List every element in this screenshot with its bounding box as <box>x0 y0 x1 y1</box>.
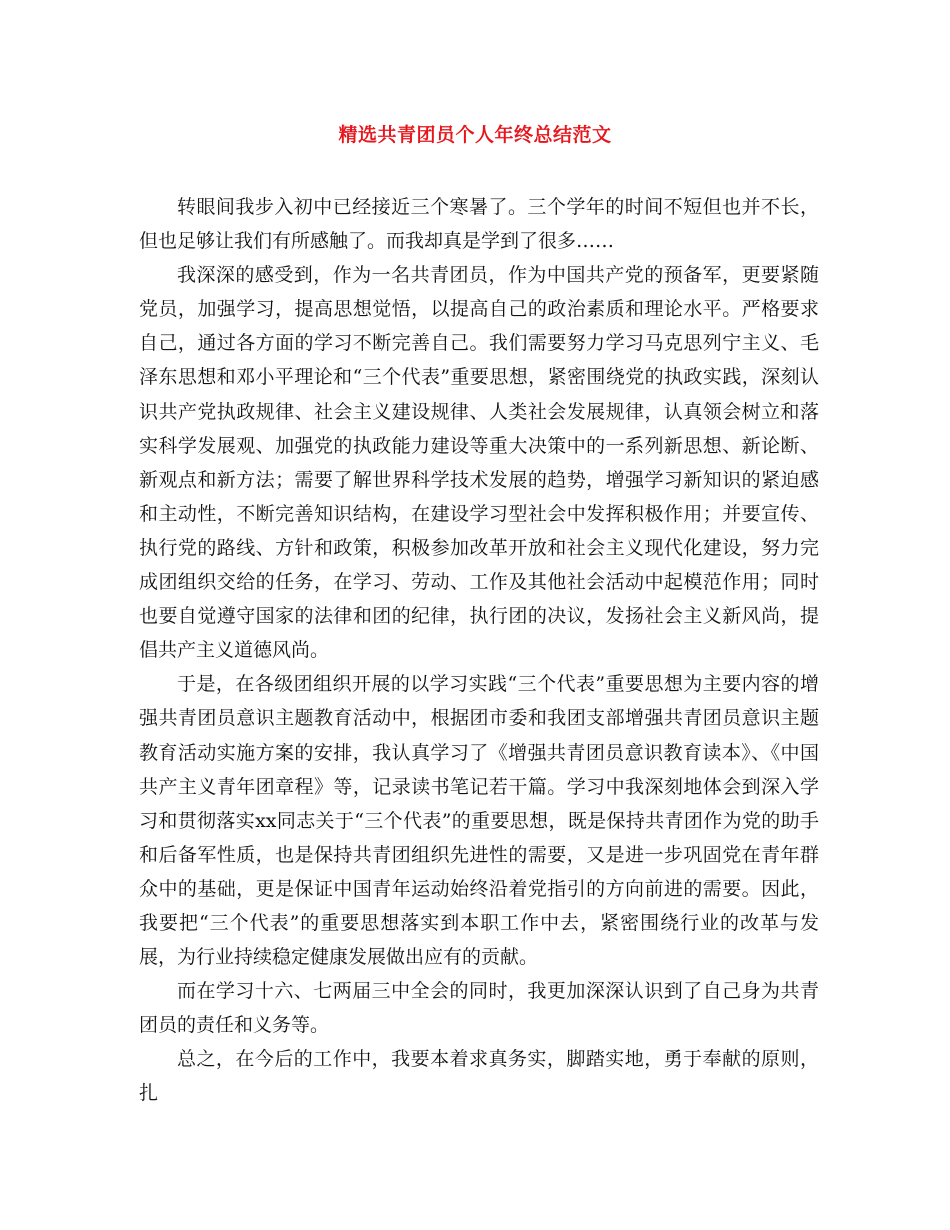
paragraph-3: 于是，在各级团组织开展的以学习实践“三个代表”重要思想为主要内容的增强共青团员意识主题教育活动中，根据团市委和我团支部增强共青团员意识主题教育活动实施方案的安排，我认真学习了《增强共青团员意识教育读本》、《中国共产主义青年团章程》等，记录读书笔记若干篇。学习中我深刻地体会到深入学习和贯彻落实xx同志关于“三个代表”的重要思想，既是保持共青团作为党的助手和后备军性质，也是保持共青团组织先进性的需要，又是进一步巩固党在青年群众中的基础，更是保证中国青年运动始终沿着党指引的方向前进的需要。因此，我要把“三个代表”的重要思想落实到本职工作中去，紧密围绕行业的改革与发展，为行业持续稳定健康发展做出应有的贡献。 <box>139 673 819 969</box>
document-title: 精选共青团员个人年终总结范文 <box>338 124 612 146</box>
paragraph-2: 我深深的感受到，作为一名共青团员，作为中国共产党的预备军，更要紧随党员，加强学习，提高思想觉悟，以提高自己的政治素质和理论水平。严格要求自己，通过各方面的学习不断完善自己。我们需要努力学习马克思列宁主义、毛泽东思想和邓小平理论和“三个代表”重要思想，紧密围绕党的执政实践，深刻认识共产党执政规律、社会主义建设规律、人类社会发展规律，认真领会树立和落实科学发展观、加强党的执政能力建设等重大决策中的一系列新思想、新论断、新观点和新方法；需要了解世界科学技术发展的趋势，增强学习新知识的紧迫感和主动性，不断完善知识结构，在建设学习型社会中发挥积极作用；并要宣传、执行党的路线、方针和政策，积极参加改革开放和社会主义现代化建设，努力完成团组织交给的任务，在学习、劳动、工作及其他社会活动中起模范作用；同时也要自觉遵守国家的法律和团的纪律，执行团的决议，发扬社会主义新风尚，提倡共产主义道德风尚。 <box>139 264 819 662</box>
document-body <box>139 190 819 1111</box>
paragraph-4: 而在学习十六、七两届三中全会的同时，我更加深深认识到了自己身为共青团员的责任和义务等。 <box>139 980 819 1037</box>
paragraph-5: 总之，在今后的工作中，我要本着求真务实，脚踏实地，勇于奉献的原则，扎 <box>139 1048 819 1105</box>
paragraph-1: 转眼间我步入初中已经接近三个寒暑了。三个学年的时间不短但也并不长，但也足够让我们有所感触了。而我却真是学到了很多…… <box>139 196 819 253</box>
